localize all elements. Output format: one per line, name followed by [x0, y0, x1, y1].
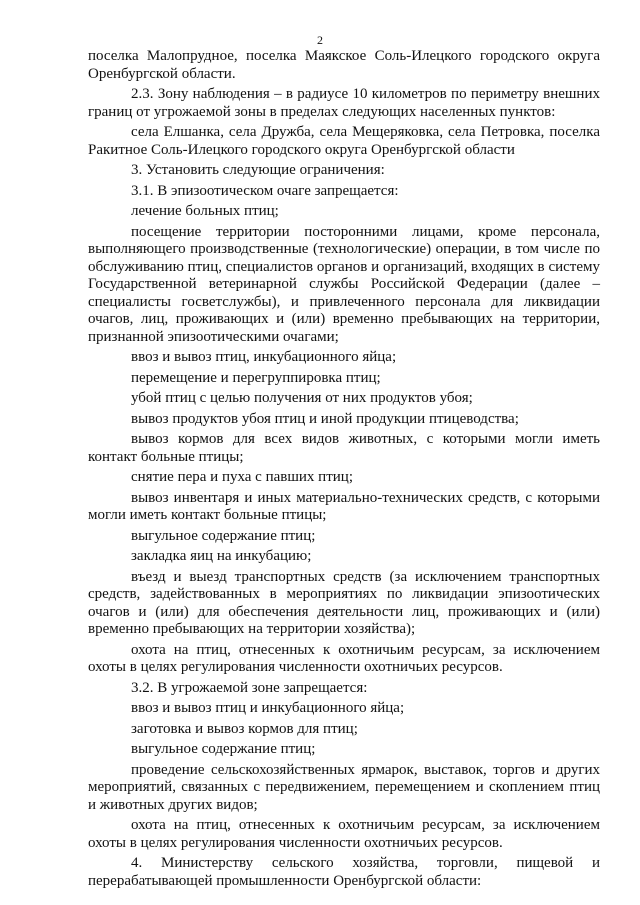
- paragraph: 2.3. Зону наблюдения – в радиусе 10 километров по периметру внешних границ от угрожаемой зоны в пределах следующих населенных пунктов:: [88, 86, 600, 120]
- paragraph: проведение сельскохозяйственных ярмарок, выставок, торгов и других мероприятий, связанных с передвижением, перемещением и скоплением птиц и животных других видов;: [88, 761, 600, 813]
- paragraph: 3.1. В эпизоотическом очаге запрещается:: [131, 182, 399, 199]
- paragraph: лечение больных птиц;: [131, 203, 279, 219]
- paragraph: убой птиц с целью получения от них продуктов убоя;: [131, 390, 473, 406]
- paragraph: 3. Установить следующие ограничения:: [131, 162, 385, 178]
- paragraph: выгульное содержание птиц;: [131, 741, 316, 757]
- paragraph: заготовка и вывоз кормов для птиц;: [131, 720, 358, 737]
- page-number: 2: [317, 33, 323, 47]
- paragraph: охота на птиц, отнесенных к охотничьим ресурсам, за исключением охоты в целях регулирования численности охотничьих ресурсов.: [88, 641, 600, 675]
- paragraph: села Елшанка, села Дружба, села Мещеряковка, села Петровка, поселка Ракитное Соль-Илецкого городского округа Оренбургской области: [88, 124, 600, 158]
- paragraph: ввоз и вывоз птиц, инкубационного яйца;: [131, 349, 397, 365]
- paragraph: посещение территории посторонними лицами, кроме персонала, выполняющего производственные (технологические) операции, в том числе по обслуживанию птиц, специалистов органов и организаций, входящих в систему Государственной ветеринарной службы Российской Федерации (далее – специалисты госветслужбы), и привлеченного персонала для ликвидации очагов, лиц, проживающих и (или) временно пребывающих на территории, признанной эпизоотическими очагами;: [88, 223, 600, 345]
- paragraph: 4. Министерству сельского хозяйства, торговли, пищевой и перерабатывающей промышленности Оренбургской области:: [88, 855, 600, 889]
- paragraph: 3.2. В угрожаемой зоне запрещается:: [131, 679, 368, 696]
- paragraph: перемещение и перегруппировка птиц;: [131, 369, 381, 386]
- paragraph: вывоз продуктов убоя птиц и иной продукции птицеводства;: [131, 410, 519, 427]
- paragraph: снятие пера и пуха с павших птиц;: [131, 469, 353, 485]
- paragraph: закладка яиц на инкубацию;: [131, 548, 312, 564]
- paragraph: ввоз и вывоз птиц и инкубационного яйца;: [131, 700, 405, 716]
- paragraph: въезд и выезд транспортных средств (за исключением транспортных средств, задействованных в мероприятиях по ликвидации эпизоотических очагов и (или) для обеспечения деятельности лиц, проживающих и (или) временно пребывающих на территории хозяйства);: [88, 568, 600, 637]
- paragraph: поселка Малопрудное, поселка Маякское Соль-Илецкого городского округа Оренбургской области.: [88, 48, 600, 82]
- paragraph: выгульное содержание птиц;: [131, 527, 316, 544]
- document-body: [88, 48, 600, 890]
- paragraph: вывоз кормов для всех видов животных, с которыми могли иметь контакт больные птицы;: [88, 431, 600, 465]
- paragraph: охота на птиц, отнесенных к охотничьим ресурсам, за исключением охоты в целях регулирования численности охотничьих ресурсов.: [88, 817, 600, 851]
- paragraph: вывоз инвентаря и иных материально-технических средств, с которыми могли иметь контакт больные птицы;: [88, 489, 600, 523]
